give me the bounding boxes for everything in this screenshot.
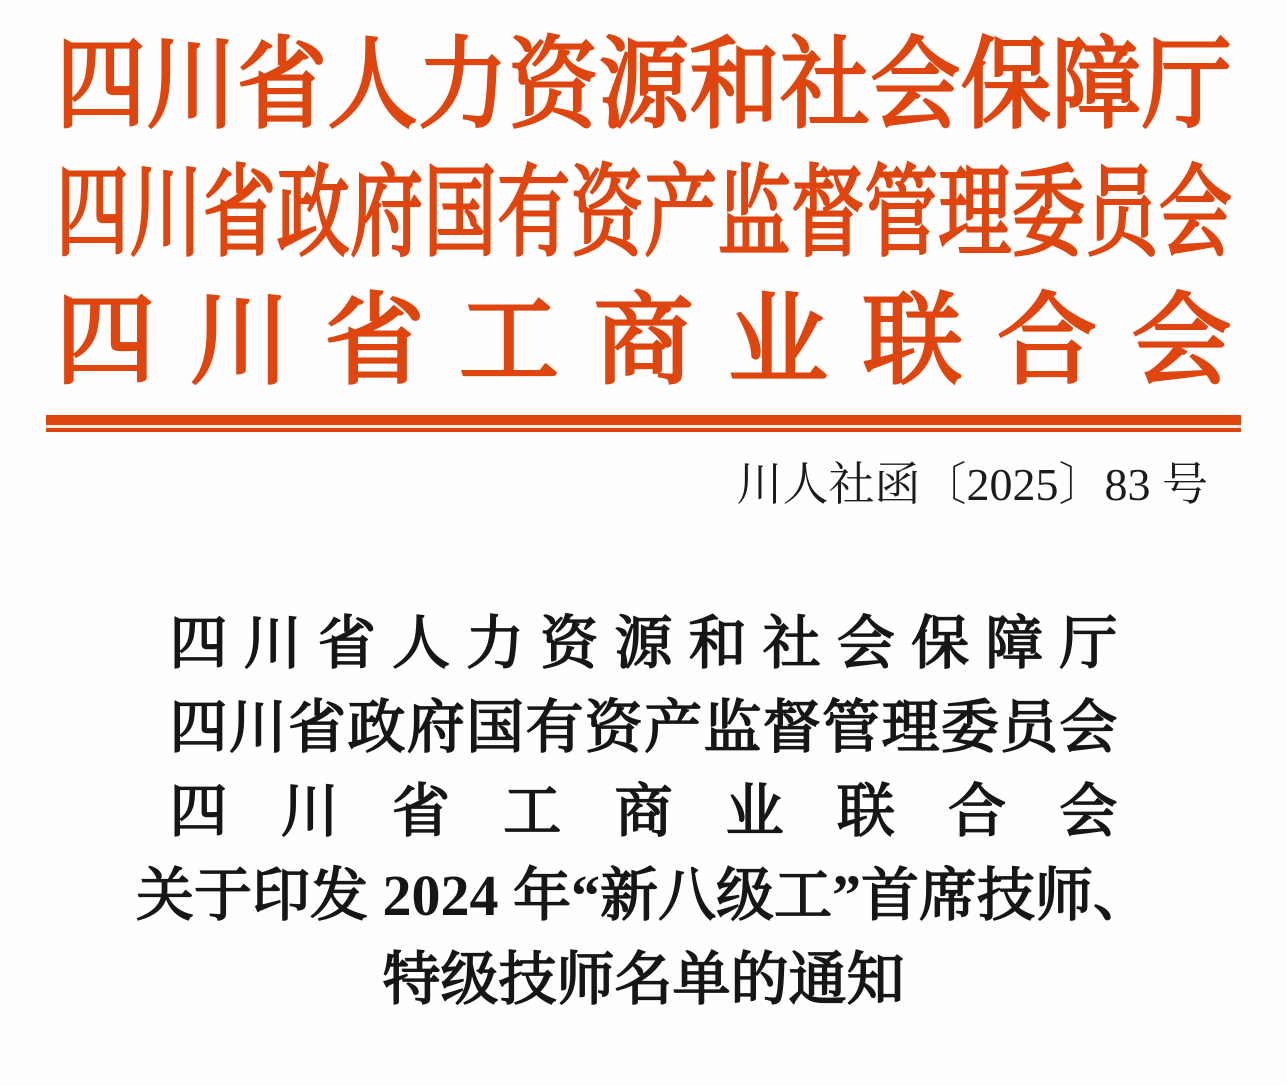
red-letterhead [56,0,1232,406]
letterhead-line-1: 四 川 省 人 力 资 源 和 社 会 保 障 厅 [55,30,1232,141]
letterhead-line-3: 四 川 省 工 商 业 联 合 会 [55,286,1232,397]
title-agency-line-1: 四 川 省 人 力 资 源 和 社 会 保 障 厅 [169,611,1118,676]
letterhead-line-2: 四 川 省 政 府 国 有 资 产 监 督 管 理 委 员 会 [55,158,1232,269]
title-subject-line-2: 特级技师名单的通知 [382,947,905,1012]
title-agency-line-2: 四 川 省 政 府 国 有 资 产 监 督 管 理 委 员 会 [169,695,1118,760]
document-title-block [0,602,1287,1022]
title-subject-line-1: 关于印发 2024 年“新八级工”首席技师、 [135,863,1151,928]
red-divider-thin-bar [46,428,1241,432]
red-divider-thick-bar [46,415,1241,425]
title-agency-line-3: 四 川 省 工 商 业 联 合 会 [169,779,1118,844]
red-divider-rule [46,415,1241,432]
document-number: 川人社函〔2025〕83 号 [736,459,1208,510]
